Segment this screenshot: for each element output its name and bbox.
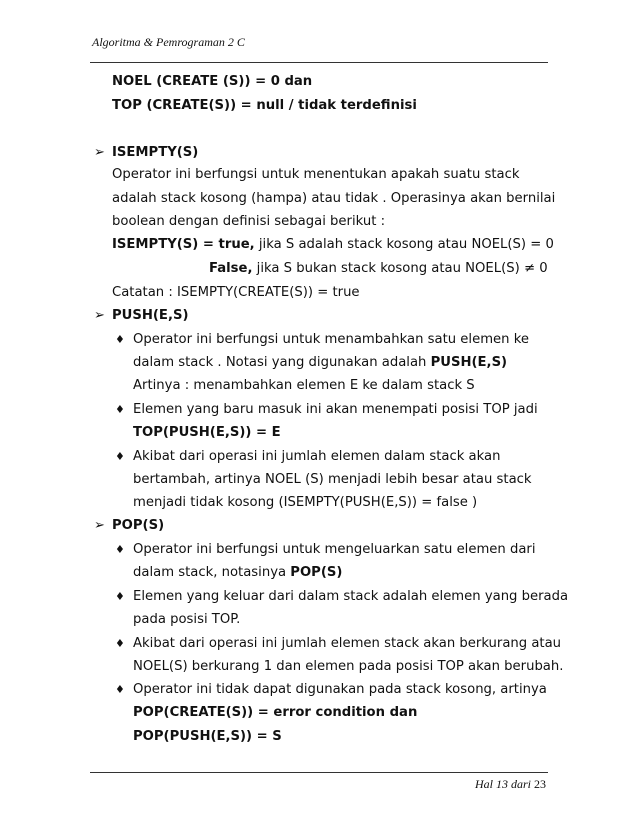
push-bullet-1-line-3: Artinya : menambahkan elemen E ke dalam stack S	[133, 378, 475, 393]
diamond-bullet-icon: ♦	[115, 590, 125, 603]
intro-line-1: NOEL (CREATE (S)) = 0 dan	[112, 74, 313, 89]
push-bullet-3-line-1: Akibat dari operasi ini jumlah elemen dalam stack akan	[133, 449, 501, 464]
pop-bullet-2-line-1: Elemen yang keluar dari dalam stack adalah elemen yang berada	[133, 589, 569, 604]
diamond-bullet-icon: ♦	[115, 403, 125, 416]
header-title: Algoritma & Pemrograman 2 C	[92, 35, 245, 49]
push-bullet-3-line-3: menjadi tidak kosong (ISEMPTY(PUSH(E,S)) = false )	[133, 495, 478, 510]
header-divider	[90, 62, 548, 63]
isempty-true-definition	[112, 236, 554, 254]
push-bullet-3-line-2: bertambah, artinya NOEL (S) menjadi lebih besar atau stack	[133, 472, 532, 487]
arrow-bullet-icon: ➢	[94, 145, 105, 160]
isempty-paragraph-line-1: Operator ini berfungsi untuk menentukan apakah suatu stack	[112, 167, 520, 182]
intro-line-2: TOP (CREATE(S)) = null / tidak terdefinisi	[112, 98, 417, 113]
pop-bullet-1-line-1: Operator ini berfungsi untuk mengeluarkan satu elemen dari	[133, 542, 536, 557]
isempty-false-text: jika S bukan stack kosong atau NOEL(S) ≠ 0	[252, 261, 548, 276]
arrow-bullet-icon: ➢	[94, 308, 105, 323]
diamond-bullet-icon: ♦	[115, 543, 125, 556]
pop-bullet-3-line-2: NOEL(S) berkurang 1 dan elemen pada posisi TOP akan berubah.	[133, 659, 564, 674]
page-number-total: 23	[534, 777, 546, 791]
isempty-true-text: jika S adalah stack kosong atau NOEL(S) = 0	[254, 237, 554, 252]
push-bullet-2-line-2: TOP(PUSH(E,S)) = E	[133, 425, 281, 440]
isempty-true-label: ISEMPTY(S) = true,	[112, 237, 255, 252]
isempty-paragraph-line-3: boolean dengan definisi sebagai berikut :	[112, 214, 386, 229]
pop-bullet-4-line-3: POP(PUSH(E,S)) = S	[133, 729, 282, 744]
pop-bullet-3-line-1: Akibat dari operasi ini jumlah elemen stack akan berkurang atau	[133, 636, 562, 651]
isempty-paragraph-line-2: adalah stack kosong (hampa) atau tidak . Operasinya akan bernilai	[112, 191, 556, 206]
push-bullet-1-line-1: Operator ini berfungsi untuk menambahkan satu elemen ke	[133, 332, 529, 347]
page-number-prefix: Hal 13 dari	[474, 777, 534, 791]
isempty-false-label: False,	[209, 261, 253, 276]
isempty-false-definition	[209, 260, 548, 278]
pop-bullet-2-line-2: pada posisi TOP.	[133, 612, 241, 627]
section-heading-push: PUSH(E,S)	[112, 308, 189, 323]
diamond-bullet-icon: ♦	[115, 450, 125, 463]
push-notation: PUSH(E,S)	[430, 355, 508, 370]
diamond-bullet-icon: ♦	[115, 683, 125, 696]
isempty-note: Catatan : ISEMPTY(CREATE(S)) = true	[112, 285, 360, 300]
push-bullet-1-line-2	[133, 354, 507, 372]
pop-bullet-1-line-2	[133, 564, 342, 582]
diamond-bullet-icon: ♦	[115, 637, 125, 650]
push-notation-text: dalam stack . Notasi yang digunakan adalah	[133, 355, 431, 370]
diamond-bullet-icon: ♦	[115, 333, 125, 346]
pop-bullet-4-line-2: POP(CREATE(S)) = error condition dan	[133, 705, 418, 720]
page-number	[475, 777, 546, 792]
footer-divider	[90, 772, 548, 773]
pop-notation: POP(S)	[290, 565, 343, 580]
section-heading-pop: POP(S)	[112, 518, 165, 533]
pop-bullet-4-line-1: Operator ini tidak dapat digunakan pada stack kosong, artinya	[133, 682, 547, 697]
pop-notation-text: dalam stack, notasinya	[133, 565, 291, 580]
push-bullet-2-line-1: Elemen yang baru masuk ini akan menempati posisi TOP jadi	[133, 402, 538, 417]
section-heading-isempty: ISEMPTY(S)	[112, 145, 199, 160]
arrow-bullet-icon: ➢	[94, 518, 105, 533]
